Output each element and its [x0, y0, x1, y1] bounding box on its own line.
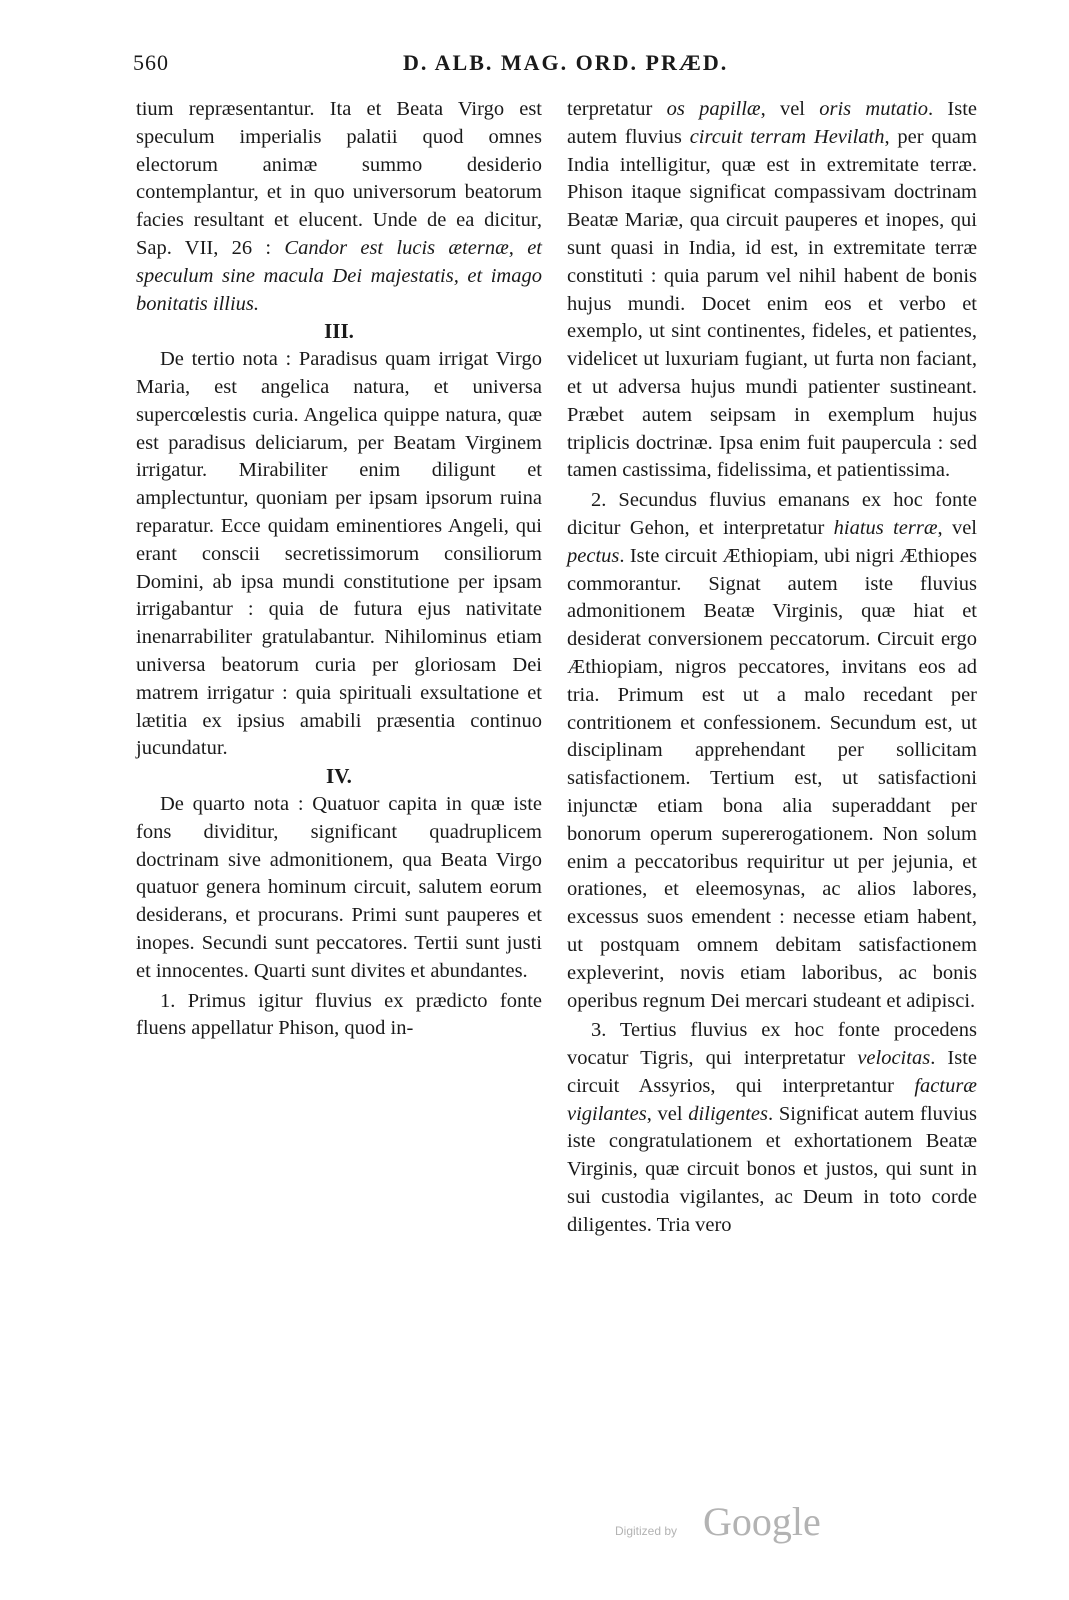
italic-term: velocitas	[857, 1047, 931, 1070]
text-run: . Iste autem fluvius	[567, 98, 977, 148]
italic-term: diligentes	[688, 1102, 769, 1125]
text-run: . Iste circuit Assyrios, qui interpretantur	[567, 1047, 977, 1097]
right-column	[567, 96, 977, 1240]
running-title: D. ALB. MAG. ORD. PRÆD.	[403, 50, 729, 75]
paragraph	[567, 1017, 977, 1239]
scripture-quote: Candor est lucis æternæ, et speculum sine macula Dei majestatis, et imago bonitatis illius.	[136, 236, 542, 315]
page-header	[133, 50, 978, 84]
italic-term: pectus	[567, 544, 620, 567]
paragraph	[136, 96, 542, 318]
paragraph	[567, 487, 977, 1015]
digitized-by-label: Digitized by	[615, 1524, 678, 1538]
italic-term: hiatus terræ	[833, 516, 938, 539]
digitized-watermark	[615, 1498, 835, 1548]
paragraph	[567, 96, 977, 485]
paragraph: De quarto nota : Quatuor capita in quæ iste fons dividitur, significant quadruplicem doctrinam sive admonitionem, qua Beata Virgo quatuor genera hominum circuit, salutem eorum desiderans, et procurans. Primi sunt pauperes et inopes. Secundi sunt peccatores. Tertii sunt justi et innocentes. Quarti sunt divites et abundantes.	[136, 792, 542, 982]
paragraph: De tertio nota : Paradisus quam irrigat Virgo Maria, est angelica natura, et universa supercœlestis curia. Angelica quippe natura, quæ est paradisus deliciarum, per Beatam Virginem irrigatur. Mirabiliter enim diligunt et amplectuntur, quoniam per ipsam ipsorum ruina reparatur. Ecce quidam eminentiores Angeli, qui erant conscii secretissimorum consiliorum Domini, ab ipsa mundi constitutione per ipsam irrigabantur : quia de futura ejus nativitate inenarrabiliter gratulabantur. Nihilominus etiam universa beatorum curia per gloriosam Dei matrem irrigatur : quia spirituali exsultatione et lætitia ex ipsius amabili præsentia continuo jucundatur.	[136, 348, 542, 760]
section-heading-iv: IV.	[326, 764, 352, 789]
text-run: 3. Tertius fluvius ex hoc fonte procedens vocatur Tigris, qui interpretatur	[567, 1019, 977, 1070]
text-run: , vel	[760, 98, 820, 120]
text-run: , per quam India intelligitur, quæ est in extremitate terræ. Phison itaque significat compassivam doctrinam Beatæ Mariæ, qua circuit pauperes et inopes, qui sunt quasi in India, id est, in extremitate terræ constituti : quia parum vel nihil habent de bonis hujus mundi. Docet enim eos et verbo et exemplo, ut sint continentes, fideles, et patientes, videlicet ut luxuriam fugiant, ut furta non faciant, et ut adversa hujus mundi patienter sustineant. Præbet autem seipsam in exemplum hujus triplicis doctrinæ. Ipsa enim fuit paupercula : sed tamen castissima, fidelissima, et patientissima.	[567, 125, 977, 482]
italic-term: circuit terram Hevilath	[689, 125, 885, 148]
text-run: . Iste circuit Æthiopiam, ubi nigri Æthiopes commorantur. Signat autem iste fluvius admonitionem Beatæ Virginis, quæ hiat et desiderat conversionem peccatorum. Circuit ergo Æthiopiam, nigros peccatores, invitans eos ad tria. Primum est ut a malo recedant per contritionem et confessionem. Secundum est, ut disciplinam apprehendant per sollicitam satisfactionem. Tertium est, ut satisfactioni injunctæ etiam bona alia superaddant per bonorum operum supererogationem. Non solum enim a peccatoribus requiritur ut per jejunia, et orationes, et eleemosynas, ac alios labores, excessus suos emendent : necesse etiam habent, ut postquam omnem debitam satisfactionem expleverint, novis etiam laboribus, ac bonis operibus regnum Dei mercari studeant et adipisci.	[567, 544, 977, 1012]
page-number: 560	[133, 50, 169, 75]
text-run: . Significat autem fluvius iste congratulationem et exhortationem Beatæ Virginis, quæ circuit bonos et justos, qui sunt in sui custodia vigilantes, ac Deum in toto corde diligentes. Tria vero	[567, 1102, 977, 1236]
left-column	[136, 96, 542, 1043]
italic-term: facturæ vigilantes	[567, 1074, 977, 1125]
paragraph: 1. Primus igitur fluvius ex prædicto fonte fluens appellatur Phison, quod in-	[136, 989, 542, 1040]
italic-term: os papillæ	[666, 98, 761, 120]
text-run: , vel	[937, 516, 977, 539]
text-run: 2. Secundus fluvius emanans ex hoc fonte dicitur Gehon, et interpretatur	[567, 489, 977, 539]
paragraph-text: tium repræsentantur. Ita et Beata Virgo est speculum imperialis palatii quod omnes electorum animæ summo desiderio contemplantur, et in quo universorum beatorum facies resultant et elucent. Unde de ea dicitur, Sap. VII, 26 :	[136, 98, 542, 259]
section-heading-iii: III.	[324, 319, 354, 344]
text-run: , vel	[646, 1102, 689, 1125]
text-run: terpretatur	[567, 98, 667, 120]
italic-term: oris mutatio	[819, 98, 929, 120]
google-logo: Google	[703, 1499, 821, 1544]
